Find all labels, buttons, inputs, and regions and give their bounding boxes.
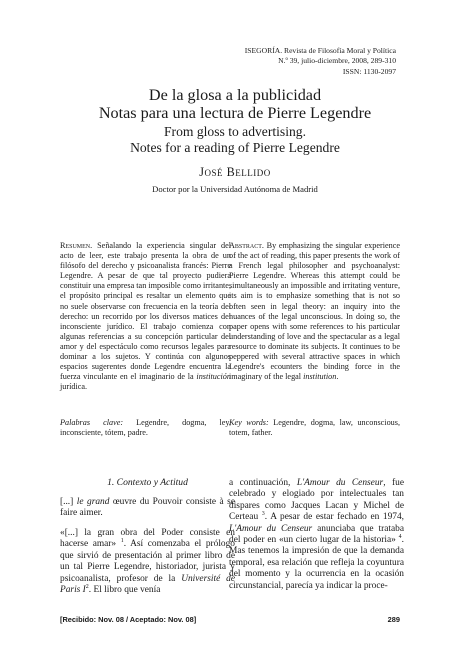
abstract-text: By emphasizing the singular experience of the act of reading, this paper presents the work of a French legal philosopher and psychoanalyst: Pierre Legendre. Whereas this attempt could be simultaneously an impossible and irritating venture, its aim is to emphasize something that is not so often seen in legal theory: an inquiry into the nuances of the legal unconscious. In doing so, the paper opens with some references to his particular understanding of love and the spectacular as a legal resource to dominate its subjects. It continues to be peppered with several attractive spaces in which Legendre's ecounters the binding force in the imaginary of the legal — [229, 241, 400, 382]
english-title-line-1: From gloss to advertising. — [164, 124, 306, 139]
resumen-block — [60, 241, 231, 392]
spanish-title-line-2: Notas para una lectura de Pierre Legendre — [98, 104, 372, 122]
body-left-text-3: . El libro que venía — [88, 585, 161, 596]
footnote-ref-3[interactable]: 3 — [261, 511, 265, 518]
body-right-text-3: . A pesar de estar fechado en 1974, — [264, 512, 405, 523]
footnote-ref-2[interactable]: 2 — [85, 583, 89, 590]
body-paragraph-left — [60, 528, 235, 596]
english-title — [60, 124, 410, 156]
footnote-ref-4[interactable]: 4 — [398, 533, 402, 540]
author-name: José Bellido — [199, 165, 271, 179]
resumen-emphasis: institución — [196, 372, 231, 382]
body-left-text-1: «[...] la gran obra del Poder consiste en hacerse amar» — [60, 528, 235, 550]
epigraph-emphasis: le grand — [76, 497, 110, 507]
author-affiliation: Doctor por la Universidad Autónoma de Madrid — [152, 184, 318, 194]
journal-name: ISEGORÍA. Revista de Filosofía Moral y Política — [244, 46, 396, 55]
journal-header — [96, 46, 396, 77]
epigraph — [60, 497, 235, 520]
english-title-line-2: Notes for a reading of Pierre Legendre — [130, 140, 340, 155]
body-right-emphasis-2: L'Amour du Censeur — [229, 523, 313, 534]
body-right-text-4: anunciaba que trataba del poder en «un cierto lugar de la historia» — [229, 523, 404, 546]
resumen-text-end: jurídica. — [60, 382, 88, 392]
body-left-emphasis: Université de Paris I — [60, 573, 235, 596]
key-words-label: Key words: — [229, 418, 269, 427]
journal-issn: ISSN: 1130-2097 — [342, 66, 396, 76]
spanish-title — [60, 86, 410, 122]
palabras-clave-text: Legendre, dogma, ley, inconsciente, tótem, padre. — [60, 418, 231, 438]
resumen-label: Resumen. — [60, 241, 93, 250]
title-block — [60, 86, 410, 194]
page-number: 289 — [387, 615, 400, 624]
abstract-label: Abstract. — [229, 241, 264, 250]
abstract-text-end: . — [336, 372, 339, 382]
key-words-block — [229, 418, 400, 438]
journal-issue: N.º 39, julio-diciembre, 2008, 289-310 — [278, 56, 396, 66]
epigraph-text-start: [...] — [60, 497, 77, 507]
body-left-text-2: . Así comenzaba el prólogo que sirvió de presentación al primer libro de un tal Pierre Legendre, historiador, jurista y psicoanalista, profesor de la — [60, 539, 235, 584]
body-right-emphasis-1: L'Amour du Censeur — [296, 478, 384, 488]
body-paragraph-right — [229, 478, 404, 592]
resumen-text: Señalando la experiencia singular del acto de leer, este trabajo presenta la obra de un filósofo del derecho y psicoanalista francés: Pierre Legendre. A pesar de que tal proyecto pudiera constituir una empresa tan imposible como irritante, el propósito principal es resaltar un elemento que no suele observarse con frecuencia en la teoría del derecho: un recorrido por los diversos matices del inconsciente jurídico. El trabajo comienza con algunas referencias a su concepción particular del amor y del espectáculo como recursos legales para dominar a los sujetos. Y continúa con algunos espacios sugerentes donde Legendre encuentra la fuerza vinculante en el imaginario de la — [60, 241, 231, 382]
epigraph-text-end: œuvre du Pouvoir consiste à se faire aimer. — [60, 497, 235, 519]
palabras-clave-block — [60, 418, 231, 438]
footnote-ref-1[interactable]: 1 — [120, 538, 124, 545]
spanish-title-line-1: De la glosa a la publicidad — [148, 86, 322, 104]
body-right-text-5: . Mas tenemos la impresión de que la demanda temporal, esa relación que refleja la coyuntura del momento y la ocurrencia en la ocasión circunstancial, parecía ya indicar la proce- — [229, 535, 404, 591]
palabras-clave-label: Palabras clave: — [60, 418, 124, 427]
abstract-block — [229, 241, 400, 382]
body-right-text-1: a continuación, — [229, 478, 297, 488]
received-accepted-dates: [Recibido: Nov. 08 / Aceptado: Nov. 08] — [60, 615, 197, 624]
abstract-emphasis: institution — [303, 372, 337, 382]
body-right-text-2: , fue celebrado y elogiado por intelectuales tan dispares como Jacques Lacan y Michel de Certeau — [229, 478, 404, 523]
section-heading: 1. Contexto y Actitud — [107, 477, 188, 488]
key-words-text: Legendre, dogma, law, unconscious, totem, father. — [229, 418, 400, 438]
